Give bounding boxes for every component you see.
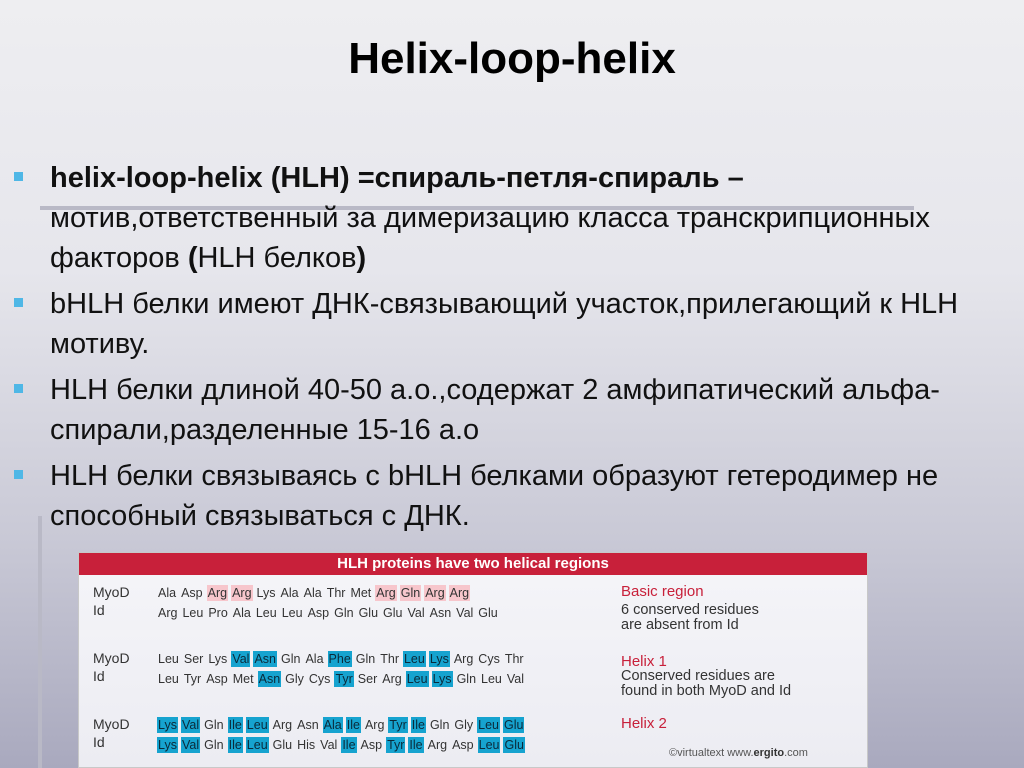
bullet-marker-icon	[14, 470, 23, 479]
credit-suffix: .com	[784, 747, 808, 759]
region-note: 6 conserved residues	[621, 602, 759, 618]
residue: Ser	[357, 672, 378, 686]
sequence-row-labels	[93, 649, 130, 685]
residue: Ala	[280, 586, 299, 600]
sequence-line	[157, 715, 527, 735]
bullet-bold-text: )	[356, 242, 367, 274]
residue: Val	[506, 672, 525, 686]
residue: Leu	[158, 672, 179, 686]
residue: Gln	[204, 738, 224, 752]
bullet-bold-text: helix-loop-helix (HLH) =спираль-петля-спираль –	[50, 162, 744, 194]
residue: Ala	[305, 652, 324, 666]
residue: Val	[320, 738, 338, 752]
residue: Asp	[360, 738, 383, 752]
residue: Pro	[208, 606, 228, 620]
region-note: found in both MyoD and Id	[621, 683, 792, 699]
figure-credit	[669, 747, 808, 759]
residue: Glu	[504, 718, 524, 732]
residue: Arg	[453, 652, 474, 666]
bullet-item	[14, 284, 1004, 364]
residue: Leu	[158, 652, 179, 666]
residue: Lys	[256, 586, 276, 600]
region-note: Conserved residues are	[621, 668, 775, 684]
figure-header: HLH proteins have two helical regions	[79, 553, 867, 575]
residue: Ile	[228, 718, 242, 732]
residue: Arg	[272, 718, 293, 732]
residue: Ala	[158, 586, 177, 600]
residue: Asp	[181, 586, 203, 600]
bullet-text: HLH белков	[197, 242, 357, 274]
residue: Phe	[328, 652, 351, 666]
residue: Lys	[429, 652, 449, 666]
residue: Gln	[400, 586, 421, 600]
residue: Leu	[281, 606, 303, 620]
bullet-item	[14, 456, 1004, 536]
protein-label: MyoD	[93, 716, 130, 732]
residue: Val	[232, 652, 250, 666]
residue: Gly	[285, 672, 304, 686]
residue: His	[297, 738, 316, 752]
residue: Arg	[449, 586, 470, 600]
residue: Glu	[478, 606, 498, 620]
slide-title: Helix-loop-helix	[348, 34, 676, 83]
residue: Ser	[183, 652, 204, 666]
residue: Leu	[182, 606, 204, 620]
residue: Thr	[326, 586, 346, 600]
residue: Tyr	[387, 738, 405, 752]
bullet-text: мотив,ответственный за димеризацию класса транскрипционных факторов	[50, 202, 930, 274]
protein-label: Id	[93, 602, 105, 618]
residue: Asn	[254, 652, 276, 666]
residue: Arg	[207, 586, 228, 600]
residue: Thr	[380, 652, 399, 666]
residue: Leu	[255, 606, 277, 620]
bullet-marker-icon	[14, 384, 23, 393]
residue: Leu	[478, 738, 500, 752]
residue: Arg	[427, 738, 448, 752]
residue: Met	[232, 672, 254, 686]
residue: Ala	[232, 606, 251, 620]
residue: Asn	[429, 606, 452, 620]
residue: Ile	[228, 738, 242, 752]
bullet-item	[14, 370, 1004, 450]
residue: Tyr	[335, 672, 353, 686]
residue: Val	[456, 606, 474, 620]
residue: Glu	[358, 606, 379, 620]
sequence-row-labels	[93, 583, 130, 619]
residue: Lys	[158, 718, 177, 732]
figure-body	[79, 575, 868, 768]
protein-label: Id	[93, 734, 105, 750]
hlh-sequence-figure	[78, 552, 868, 768]
protein-label: MyoD	[93, 650, 130, 666]
region-title: Basic region	[621, 583, 704, 600]
residue: Ala	[303, 586, 322, 600]
residue: Asn	[297, 718, 319, 732]
residue: Glu	[272, 738, 293, 752]
bullet-bold-text: (	[187, 242, 198, 274]
residue: Leu	[406, 672, 428, 686]
residue: Leu	[246, 738, 268, 752]
residue: Asp	[206, 672, 228, 686]
credit-prefix: ©virtualtext www.	[669, 747, 754, 759]
residue: Lys	[158, 738, 177, 752]
residue: Gly	[454, 718, 474, 732]
residue: Val	[182, 718, 200, 732]
residue: Met	[350, 586, 372, 600]
residue: Leu	[403, 652, 425, 666]
residue: Asp	[307, 606, 330, 620]
residue: Ile	[409, 738, 423, 752]
residue: Ile	[346, 718, 360, 732]
residue: Asn	[258, 672, 281, 686]
residue: Gln	[456, 672, 477, 686]
residue: Arg	[232, 586, 252, 600]
residue: Leu	[478, 718, 500, 732]
residue: Gln	[204, 718, 224, 732]
region-title: Helix 1	[621, 653, 667, 670]
protein-label: MyoD	[93, 584, 130, 600]
bullet-list	[14, 158, 1004, 542]
residue: Glu	[504, 738, 524, 752]
residue: Lys	[208, 652, 228, 666]
residue: Cys	[308, 672, 331, 686]
residue: Ile	[342, 738, 356, 752]
sequence-line	[157, 583, 473, 603]
residue: Val	[182, 738, 200, 752]
sequence-row-labels	[93, 715, 130, 751]
residue: Leu	[481, 672, 502, 686]
residue: Cys	[478, 652, 500, 666]
region-title: Helix 2	[621, 715, 667, 732]
decorative-rule-vertical	[38, 516, 42, 768]
residue: Arg	[376, 586, 396, 600]
residue: Thr	[504, 652, 524, 666]
bullet-marker-icon	[14, 172, 23, 181]
residue: Asp	[452, 738, 474, 752]
residue: Arg	[158, 606, 178, 620]
residue: Arg	[425, 586, 445, 600]
residue: Tyr	[183, 672, 202, 686]
sequence-line	[157, 603, 502, 623]
bullet-text: HLH белки связываясь с bHLH белками образуют гетеродимер не способный связываться с ДНК.	[50, 460, 939, 532]
residue: Ile	[411, 718, 425, 732]
residue: Gln	[429, 718, 450, 732]
residue: Tyr	[389, 718, 407, 732]
residue: Glu	[383, 606, 403, 620]
sequence-line	[157, 649, 528, 669]
residue: Ala	[323, 718, 342, 732]
sequence-line	[157, 735, 528, 755]
protein-label: Id	[93, 668, 105, 684]
residue: Gln	[334, 606, 354, 620]
region-note: are absent from Id	[621, 617, 739, 633]
residue: Arg	[382, 672, 402, 686]
residue: Leu	[246, 718, 268, 732]
residue: Val	[407, 606, 425, 620]
sequence-line	[157, 669, 528, 689]
bullet-item	[14, 158, 1004, 278]
residue: Lys	[432, 672, 452, 686]
residue: Gln	[355, 652, 376, 666]
credit-brand: ergito	[753, 747, 785, 759]
residue: Arg	[364, 718, 385, 732]
bullet-marker-icon	[14, 298, 23, 307]
residue: Gln	[281, 652, 301, 666]
bullet-text: bHLH белки имеют ДНК-связывающий участок,прилегающий к HLH мотиву.	[50, 288, 959, 360]
bullet-text: HLH белки длиной 40-50 а.о.,содержат 2 амфипатический альфа-спирали,разделенные 15-16 а.о	[50, 374, 940, 446]
